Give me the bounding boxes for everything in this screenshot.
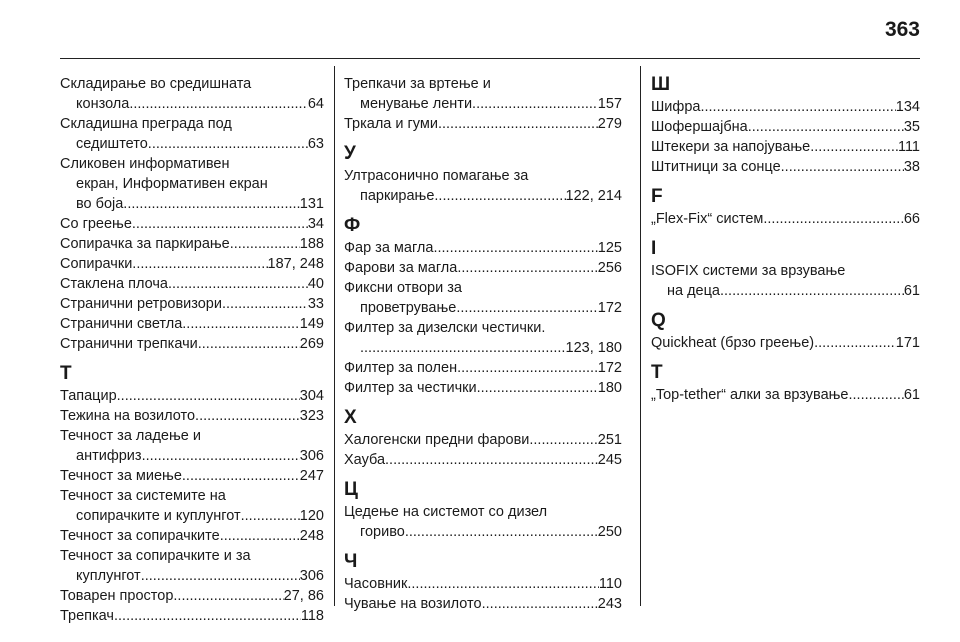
leader-dots <box>195 406 300 426</box>
page-reference: 247 <box>299 468 324 484</box>
entry-text: Течност за ладење и <box>60 428 201 444</box>
entry-text: на деца <box>667 283 720 299</box>
leader-dots <box>385 450 598 470</box>
section-letter: Ф <box>344 215 361 236</box>
section-letter: Ц <box>344 479 358 500</box>
leader-dots <box>477 378 598 398</box>
leader-dots <box>472 94 598 114</box>
page-reference: 40 <box>307 276 324 292</box>
index-entry <box>344 74 622 114</box>
page-reference: 33 <box>307 296 324 312</box>
leader-dots <box>700 97 895 117</box>
index-entry <box>651 261 920 301</box>
leader-dots <box>132 254 267 274</box>
index-entry <box>651 209 920 229</box>
index-column-2 <box>344 74 622 614</box>
entry-text: Quickheat (брзо греење) <box>651 335 815 351</box>
index-entry <box>344 278 622 318</box>
leader-dots <box>182 314 300 334</box>
leader-dots <box>434 186 565 206</box>
index-entry <box>60 294 324 314</box>
index-entry <box>60 154 324 214</box>
index-entry <box>344 574 622 594</box>
page-reference: 61 <box>903 387 920 403</box>
page-reference: 123, 180 <box>565 340 622 356</box>
page-reference: 306 <box>299 448 324 464</box>
entry-text: Трепкачи за вртење и <box>344 76 491 92</box>
page-reference: 304 <box>299 388 324 404</box>
entry-text: Складирање во средишната <box>60 76 252 92</box>
entry-text: Трепкач <box>60 608 114 624</box>
index-entry <box>344 114 622 134</box>
entry-text: Тапацир <box>60 388 117 404</box>
index-entry <box>344 502 622 542</box>
page-reference: 187, 248 <box>267 256 324 272</box>
column-divider <box>334 66 335 606</box>
entry-text: Шофершајбна <box>651 119 748 135</box>
index-entry <box>60 254 324 274</box>
entry-text: Странични трепкачи <box>60 336 198 352</box>
entry-text: екран, Информативен екран <box>76 176 268 192</box>
entry-text: Халогенски предни фарови <box>344 432 530 448</box>
index-entry <box>60 426 324 466</box>
entry-text: Товарен простор <box>60 588 174 604</box>
entry-text: Штекери за напојување <box>651 139 811 155</box>
index-entry <box>60 486 324 526</box>
page-reference: 131 <box>299 196 324 212</box>
leader-dots <box>457 358 598 378</box>
page-reference: 118 <box>300 608 324 624</box>
leader-dots <box>168 274 308 294</box>
page-reference: 323 <box>299 408 324 424</box>
page-reference: 269 <box>299 336 324 352</box>
index-entry <box>344 450 622 470</box>
entry-text: Сликовен информативен <box>60 156 230 172</box>
entry-text: Филтер за честички <box>344 380 477 396</box>
index-entry <box>651 97 920 117</box>
page-reference: 251 <box>597 432 622 448</box>
leader-dots <box>141 566 300 586</box>
entry-text: сопирачките и куплунгот <box>76 508 241 524</box>
leader-dots <box>123 194 300 214</box>
index-entry <box>344 166 622 206</box>
entry-text: Шифра <box>651 99 701 115</box>
page-reference: 245 <box>597 452 622 468</box>
section-letter: Х <box>344 407 357 428</box>
entry-text: Течност за сопирачките и за <box>60 548 251 564</box>
entry-text: Чување на возилото <box>344 596 482 612</box>
leader-dots <box>529 430 597 450</box>
page-number: 363 <box>884 18 920 41</box>
index-entry <box>60 606 324 626</box>
entry-text: Фиксни отвори за <box>344 280 462 296</box>
entry-text: Тркала и гуми <box>344 116 438 132</box>
page-reference: 111 <box>897 139 920 155</box>
section-letter: T <box>651 362 663 383</box>
entry-text: куплунгот <box>76 568 141 584</box>
leader-dots <box>763 209 904 229</box>
leader-dots <box>173 586 283 606</box>
entry-text: Филтер за дизелски честички. <box>344 320 546 336</box>
entry-text: Течност за миење <box>60 468 182 484</box>
index-entry <box>651 137 920 157</box>
section-letter: Ч <box>344 551 358 572</box>
index-entry <box>60 314 324 334</box>
entry-text: седиштето <box>76 136 148 152</box>
entry-text: Сопирачка за паркирање <box>60 236 230 252</box>
entry-text: конзола <box>76 96 130 112</box>
leader-dots <box>198 334 300 354</box>
entry-text: Часовник <box>344 576 408 592</box>
index-entry <box>344 430 622 450</box>
index-entry <box>344 258 622 278</box>
leader-dots <box>222 294 308 314</box>
entry-text: Хауба <box>344 452 386 468</box>
leader-dots <box>407 574 599 594</box>
index-entry <box>60 214 324 234</box>
entry-text: проветрување <box>360 300 457 316</box>
leader-dots <box>433 238 597 258</box>
page-reference: 172 <box>597 360 622 376</box>
entry-text: Фарови за магла <box>344 260 458 276</box>
leader-dots <box>456 298 597 318</box>
leader-dots <box>129 94 308 114</box>
leader-dots <box>142 446 300 466</box>
index-entry <box>60 114 324 154</box>
entry-text: Филтер за полен <box>344 360 458 376</box>
index-entry <box>60 466 324 486</box>
leader-dots <box>438 114 598 134</box>
index-entry <box>651 117 920 137</box>
leader-dots <box>241 506 300 526</box>
page-reference: 279 <box>597 116 622 132</box>
leader-dots <box>748 117 904 137</box>
section-letter: У <box>344 143 356 164</box>
index-entry <box>344 358 622 378</box>
index-entry <box>344 238 622 258</box>
leader-dots <box>360 338 566 358</box>
header-rule <box>60 58 920 59</box>
index-column-3 <box>651 74 920 405</box>
leader-dots <box>810 137 898 157</box>
index-entry <box>60 74 324 114</box>
section-letter: Q <box>651 310 666 331</box>
leader-dots <box>220 526 300 546</box>
index-entry <box>651 385 920 405</box>
entry-text: Складишна преграда под <box>60 116 232 132</box>
entry-text: Странични светла <box>60 316 183 332</box>
page-reference: 256 <box>597 260 622 276</box>
column-divider <box>640 66 641 606</box>
entry-text: Стаклена плоча <box>60 276 168 292</box>
leader-dots <box>720 281 904 301</box>
index-entry <box>60 546 324 586</box>
index-entry <box>60 334 324 354</box>
page-reference: 248 <box>299 528 324 544</box>
index-entry <box>344 318 622 358</box>
page-reference: 172 <box>597 300 622 316</box>
entry-text: гориво <box>360 524 405 540</box>
leader-dots <box>117 386 300 406</box>
page-reference: 149 <box>299 316 324 332</box>
page-reference: 250 <box>597 524 622 540</box>
entry-text: Ултрасонично помагање за <box>344 168 529 184</box>
page-reference: 243 <box>597 596 622 612</box>
page-reference: 63 <box>307 136 324 152</box>
leader-dots <box>182 466 300 486</box>
section-letter: I <box>651 238 657 259</box>
leader-dots <box>148 134 308 154</box>
leader-dots <box>114 606 301 626</box>
leader-dots <box>405 522 598 542</box>
page-reference: 125 <box>597 240 622 256</box>
leader-dots <box>230 234 300 254</box>
leader-dots <box>482 594 598 614</box>
entry-text: менување ленти <box>360 96 473 112</box>
entry-text: „Flex-Fix“ систем <box>651 211 764 227</box>
index-entry <box>60 586 324 606</box>
entry-text: во боја <box>76 196 124 212</box>
section-letter: F <box>651 186 663 207</box>
leader-dots <box>781 157 904 177</box>
page-reference: 35 <box>903 119 920 135</box>
page-reference: 27, 86 <box>283 588 324 604</box>
page-reference: 110 <box>598 576 622 592</box>
page-reference: 157 <box>597 96 622 112</box>
index-entry <box>60 234 324 254</box>
leader-dots <box>849 385 904 405</box>
index-entry <box>60 406 324 426</box>
page-reference: 61 <box>903 283 920 299</box>
entry-text: ISOFIX системи за врзување <box>651 263 846 279</box>
page-reference: 120 <box>299 508 324 524</box>
leader-dots <box>457 258 597 278</box>
page-reference: 66 <box>903 211 920 227</box>
page-reference: 64 <box>307 96 324 112</box>
section-letter: Ш <box>651 74 671 95</box>
page-reference: 171 <box>895 335 920 351</box>
index-column-1 <box>60 74 324 626</box>
index-entry <box>344 378 622 398</box>
entry-text: Сопирачки <box>60 256 133 272</box>
page-reference: 306 <box>299 568 324 584</box>
entry-text: „Top-tether“ алки за врзување <box>651 387 849 403</box>
section-letter: Т <box>60 363 72 384</box>
leader-dots <box>132 214 308 234</box>
entry-text: Тежина на возилото <box>60 408 196 424</box>
entry-text: паркирање <box>360 188 435 204</box>
index-entry <box>344 594 622 614</box>
page-reference: 134 <box>895 99 920 115</box>
entry-text: Течност за сопирачките <box>60 528 220 544</box>
entry-text: Течност за системите на <box>60 488 226 504</box>
entry-text: Странични ретровизори <box>60 296 222 312</box>
index-entry <box>651 157 920 177</box>
entry-text: антифриз <box>76 448 142 464</box>
page-reference: 34 <box>307 216 324 232</box>
entry-text: Штитници за сонце <box>651 159 781 175</box>
page-reference: 180 <box>597 380 622 396</box>
index-entry <box>60 274 324 294</box>
page-reference: 38 <box>903 159 920 175</box>
entry-text: Со греење <box>60 216 132 232</box>
index-entry <box>651 333 920 353</box>
index-entry <box>60 526 324 546</box>
page-reference: 122, 214 <box>565 188 622 204</box>
index-entry <box>60 386 324 406</box>
page-reference: 188 <box>299 236 324 252</box>
entry-text: Фар за магла <box>344 240 434 256</box>
leader-dots <box>814 333 896 353</box>
entry-text: Цедење на системот со дизел <box>344 504 548 520</box>
